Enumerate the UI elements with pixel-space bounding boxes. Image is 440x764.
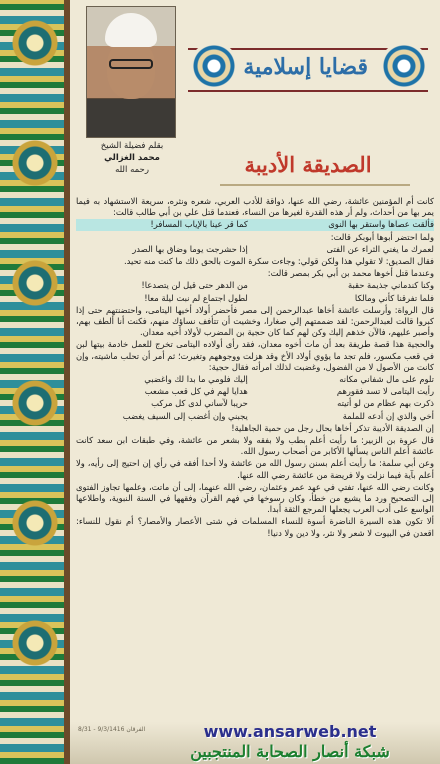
verse bbox=[76, 398, 434, 409]
title-divider bbox=[220, 184, 410, 186]
paragraph: كانت أم المؤمنين عائشة، رضي الله عنها، ذواقة للأدب العربي، شعره ونثره، سريعة الاستشهاد به فيما يمر بها من أحداث، ولم أر هذه القدرة لغيرها من النساء، فعندما قتل علي بن أبي طالب قالت: bbox=[76, 196, 434, 218]
hemistich: فألقت عصاها واستقر بها النوى bbox=[328, 219, 434, 230]
issue-meta: الفرقان 9/3/1416 - 8/31 bbox=[78, 726, 146, 733]
ornament-star-icon bbox=[2, 610, 67, 675]
hemistich: لطول اجتماع لم نبت ليلة معا! bbox=[144, 292, 248, 303]
decorative-border bbox=[0, 0, 70, 764]
paragraph: فقال الصديق: لا تقولي هذا ولكن قولي: وجاءت سكرة الموت بالحق ذلك ما كنت منه تحيد. bbox=[123, 256, 434, 267]
paragraph: والحجية هذا قصة طريفة بعد أن مات أخوه معدان، فقد رأى أولاده اليتامى تخرج للعمل خادمة بيتها لبن في قعب مكسور، فلم تجد ما يؤوي أولاد الأخ وقد هزلت ووجوههم وتغيرت؛ ثم أمر أن تحلب ماشيته، وإن كانت من الأصول لا من الفضول، وغضبت لذلك امرأته فقال حجية: bbox=[76, 339, 434, 372]
paragraph: وكانت رضي الله عنها، تفتي في عهد عمر وعثمان، رضي الله عنهما، إلى أن ماتت، وعلمها تجاوز الفتوى إلى التصحيح ورد ما يشيع من خطأ، وكان رسوخها في فهم القرآن وفقهها في السنة النبوية، واطلاعها الواسع على أدب العرب يجعلها المرجع الثقة أبدا. bbox=[76, 481, 434, 515]
verse bbox=[76, 386, 434, 397]
rosette-icon bbox=[190, 42, 238, 90]
hemistich: حريبا لآساني لدى كل مركب bbox=[151, 398, 248, 409]
footer-band bbox=[70, 722, 440, 764]
author-portrait bbox=[86, 6, 176, 138]
hemistich: وكنا كندماني جذيمة حقبة bbox=[347, 280, 434, 291]
paragraph: وعندما قتل أخوها محمد بن أبي بكر بمصر قالت: bbox=[267, 268, 434, 279]
paragraph: ألا تكون هذه السيرة الناضرة أسوة للنساء المسلمات في شتى الأعصار والأمصار؟ أم نقول للنساء: اقعدن في البيوت لا شعر ولا نثر، ولا دين ولا دنيا! bbox=[76, 516, 434, 538]
author-name: محمد الغزالي bbox=[104, 153, 160, 163]
watermark-url: www.ansarweb.net bbox=[203, 722, 377, 741]
article-body bbox=[76, 196, 434, 540]
hemistich: إليك فلومي ما بدا لك واغضبي bbox=[144, 374, 248, 385]
paragraph: قال عروة بن الزبير: ما رأيت أعلم بطب ولا بفقه ولا بشعر من عائشة، وفي طبقات ابن سعد كانت عائشة أعلم الناس يسألها الأكابر من أصحاب رسول الله. bbox=[76, 435, 434, 457]
author-blessing: رحمه الله bbox=[115, 165, 149, 175]
paragraph: وعن أبي سلمة: ما رأيت أعلم بسنن رسول الله من عائشة ولا أحدا أفقه في رأي إن احتيج إلى رأيه، ولا أعلم بآية فيما نزلت ولا فريضة من عائشة رضي الله عنها. bbox=[76, 458, 434, 480]
hemistich: أخي والذي إن أدعه للملمة bbox=[342, 410, 434, 421]
hemistich: ذكرت بهم عظام من لو أتيته bbox=[337, 398, 434, 409]
verse bbox=[76, 244, 434, 255]
verse bbox=[76, 219, 434, 230]
ornament-star-icon bbox=[2, 250, 67, 315]
paragraph: قال الرواة: وأرسلت عائشة أخاها عبدالرحمن إلى مصر فأحضر أولاد أخيها اليتامى، واحتضنتهم حتى إذا كبروا قالت لعبدالرحمن: لقد ضممتهم إلي صغارا، وخشيت أن تتأفف نساؤك منهم، فكنت أنا ألطف بهم، وأصبر عليهم، فالآن خذهم إليك وكن لهم كما كان حجية بن المضرب لأولاد أخيه معدان. bbox=[76, 304, 434, 338]
author-byline: بقلم فضيلة الشيخ bbox=[100, 141, 164, 151]
hemistich: تلوم على مال شفاني مكانه bbox=[339, 374, 434, 385]
watermark-site-name: شبكة أنصار الصحابة المنتجبين bbox=[190, 742, 390, 761]
hemistich: من الدهر حتى قيل لن يتصدعا! bbox=[141, 280, 248, 291]
verse bbox=[76, 293, 434, 304]
verse bbox=[76, 280, 434, 291]
hemistich: لعمرك ما يغني الثراء عن الفتى bbox=[326, 243, 434, 254]
hemistich: إذا حشرجت يوما وضاق بها الصدر bbox=[132, 243, 248, 254]
ornament-star-icon bbox=[2, 490, 67, 555]
verse bbox=[76, 411, 434, 422]
section-banner bbox=[188, 48, 428, 92]
verse bbox=[76, 374, 434, 385]
author-caption bbox=[88, 140, 176, 176]
ornament-star-icon bbox=[2, 10, 67, 75]
hemistich: كما قر عينا بالإياب المسافر! bbox=[150, 219, 248, 230]
paragraph: إن الصديقة الأديبة تذكر أخاها بحال رجل من حمية الجاهلية! bbox=[231, 422, 434, 433]
ornament-star-icon bbox=[2, 370, 67, 435]
rosette-icon bbox=[380, 42, 428, 90]
paragraph: ولما احتضر أبوها أبوبكر قالت: bbox=[330, 231, 434, 242]
magazine-page bbox=[70, 0, 440, 764]
hemistich: رأيت اليتامى لا تسد فقورهم bbox=[336, 386, 434, 397]
hemistich: يجبني وإن أغضب إلى السيف يغضب bbox=[122, 410, 248, 421]
hemistich: هدايا لهم في كل قعب مشعب bbox=[144, 386, 248, 397]
article-title: الصديقة الأديبة bbox=[244, 152, 372, 177]
ornament-star-icon bbox=[2, 130, 67, 195]
hemistich: فلما تفرقنا كأني ومالكا bbox=[354, 292, 434, 303]
section-title: قضايا إسلامية bbox=[243, 54, 368, 80]
